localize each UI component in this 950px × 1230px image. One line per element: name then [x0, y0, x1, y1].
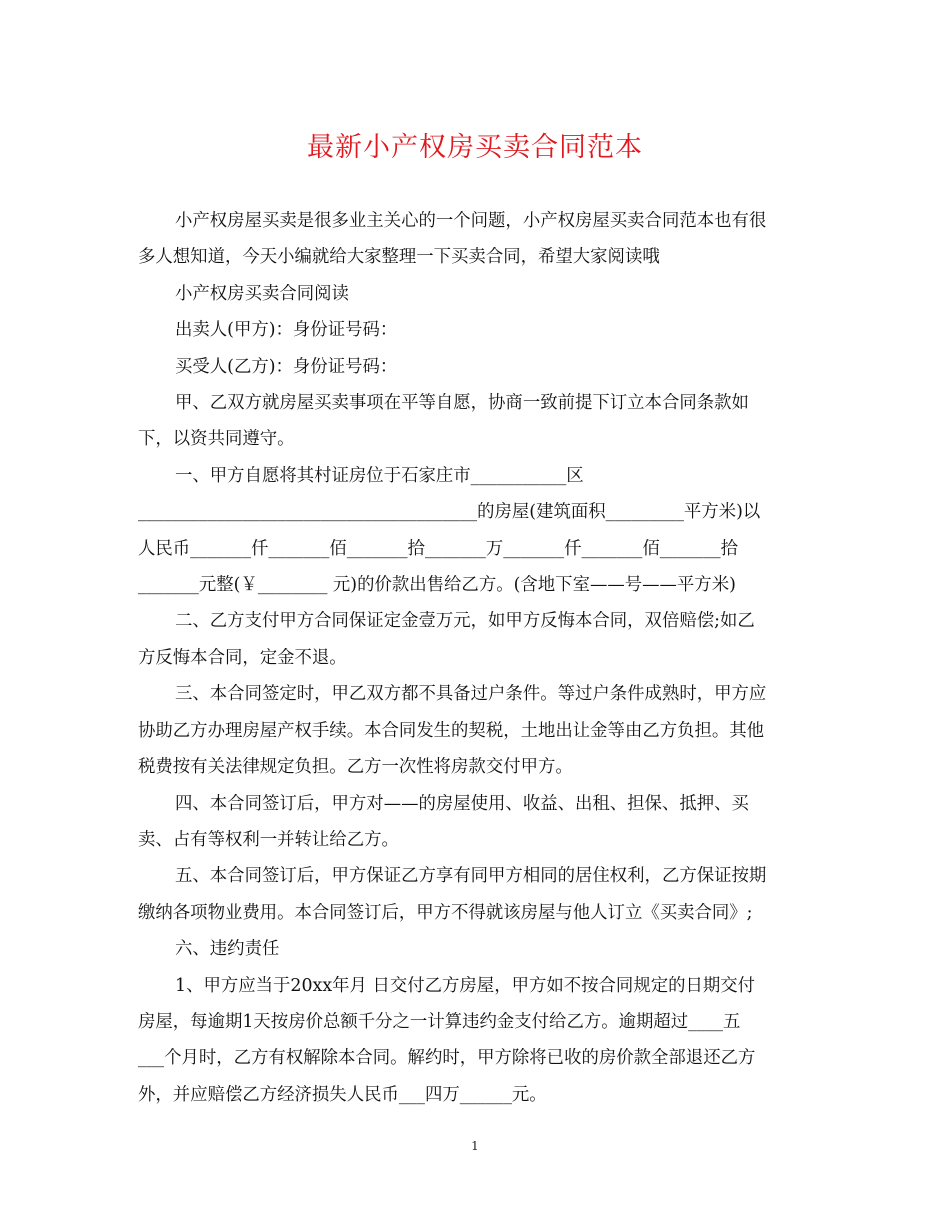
clause-six-heading: 六、违约责任	[175, 939, 280, 960]
clause-three-line: 税费按有关法律规定负担。乙方一次性将房款交付甲方。	[138, 757, 573, 778]
clause-three-line: 三、本合同签定时，甲乙双方都不具备过户条件。等过户条件成熟时，甲方应	[175, 684, 767, 705]
paragraph-line: 小产权房屋买卖是很多业主关心的一个问题，小产权房屋买卖合同范本也有很	[175, 211, 767, 231]
breach-clause-line: 1、甲方应当于20xx年月 日交付乙方房屋，甲方如不按合同规定的日期交付	[175, 975, 756, 996]
clause-one-line: _______元整(￥________ 元)的价款出售给乙方。(含地下室——号——平方米)	[138, 575, 736, 596]
paragraph-line: 下，以资共同遵守。	[138, 429, 295, 450]
clause-four-line: 四、本合同签订后，甲方对——的房屋使用、收益、出租、担保、抵押、买	[175, 793, 749, 814]
breach-clause-line: 房屋，每逾期1天按房价总额千分之一计算违约金支付给乙方。逾期超过____五	[138, 1011, 741, 1032]
clause-two-line: 二、乙方支付甲方合同保证定金壹万元，如甲方反悔本合同，双倍赔偿;如乙	[175, 611, 755, 632]
breach-clause-line: 外，并应赔偿乙方经济损失人民币___四万______元。	[138, 1084, 547, 1105]
document-title: 最新小产权房买卖合同范本	[307, 132, 643, 163]
document-body	[138, 203, 813, 1113]
paragraph-line: 甲、乙双方就房屋买卖事项在平等自愿，协商一致前提下订立本合同条款如	[175, 393, 749, 414]
clause-five-line: 缴纳各项物业费用。本合同签订后，甲方不得就该房屋与他人订立《买卖合同》;	[138, 902, 753, 923]
paragraph-line: 多人想知道，今天小编就给大家整理一下买卖合同，希望大家阅读哦	[138, 247, 660, 268]
seller-line: 出卖人(甲方)：身份证号码：	[175, 320, 398, 341]
section-heading: 小产权房买卖合同阅读	[175, 283, 349, 304]
clause-five-line: 五、本合同签订后，甲方保证乙方享有同甲方相同的居住权利，乙方保证按期	[175, 866, 767, 887]
clause-one-line: 一、甲方自愿将其村证房位于石家庄市___________区	[175, 465, 584, 486]
clause-four-line: 卖、占有等权利一并转让给乙方。	[138, 829, 399, 850]
clause-one-line: _______________________________________的房屋(建筑面积_________平方米)以	[138, 502, 761, 523]
page-number: 1	[471, 1139, 479, 1153]
clause-two-line: 方反悔本合同，定金不退。	[138, 647, 347, 668]
clause-three-line: 协助乙方办理房屋产权手续。本合同发生的契税，土地出让金等由乙方负担。其他	[138, 720, 765, 741]
breach-clause-line: ___个月时，乙方有权解除本合同。解约时，甲方除将已收的房价款全部退还乙方	[138, 1048, 756, 1069]
buyer-line: 买受人(乙方)：身份证号码：	[175, 356, 398, 377]
clause-one-line: 人民币_______仟_______佰_______拾_______万_______仟_______佰_______拾	[138, 538, 738, 559]
